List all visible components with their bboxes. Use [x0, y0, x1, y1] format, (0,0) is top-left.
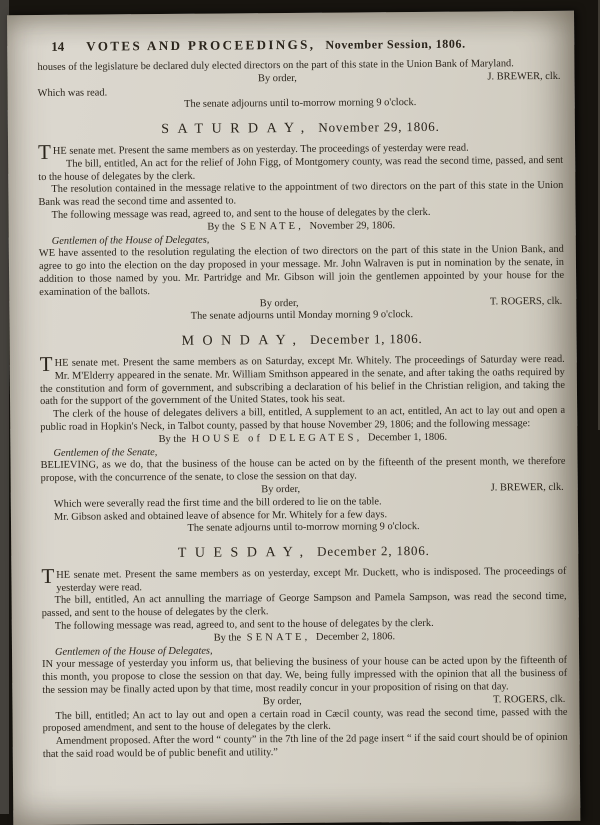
section-heading-tuesday — [41, 544, 566, 563]
salutation: Gentlemen of the House of Delegates, — [51, 234, 210, 247]
paragraph: The resolution contained in the message relative to the appointment of two directors on the part of this state in the Union Bank was read the second time and assented to. — [38, 180, 564, 209]
paragraph: The following message was read, agreed to, and sent to the house of delegates by the clerk. — [54, 617, 434, 632]
paragraph: The clerk of the house of delegates delivers a bill, entitled, A supplement to an act, entitled, An act to lay out and open a public road in Hopkin's Neck, in Talbot county, passed by that house November 29, 1806; and the following message: — [40, 404, 566, 433]
paragraph: THE senate met. Present the same members as on Saturday, except Mr. Whitely. The proceedings of Saturday were read. Mr. M'Elderry appeared in the senate. Mr. William Smithson appeared in the senate, and after taking the oaths required by the constitution and form of government, and subscribing a declaration of his belief in the Christian religion, and taking the oath for the support of the government of the United States, took his seat. — [39, 351, 565, 408]
paragraph: The bill, entitled, An act for the relief of John Figg, of Montgomery county, was read the second time, passed, and sent to the house of delegates by the clerk. — [38, 154, 564, 183]
adjournment-line: The senate adjourns until Monday morning 9 o'clock. — [190, 309, 414, 323]
paragraph: Which were severally read the first time and the bill ordered to lie on the table. — [53, 496, 382, 510]
day-date: November 29, 1806. — [318, 119, 440, 135]
by-order-label: By order, — [259, 297, 299, 309]
paragraph: THE senate met. Present the same members as on yesterday. The proceedings of yesterday were read. — [37, 139, 469, 164]
paragraph-which-was-read: Which was read. — [37, 87, 108, 99]
by-order-label: By order, — [262, 695, 302, 708]
salutation: Gentlemen of the Senate, — [53, 446, 158, 459]
page-header — [51, 35, 562, 55]
journal-title: VOTES AND PROCEEDINGS, — [86, 36, 316, 54]
day-name: TUESDAY, — [177, 544, 312, 561]
by-order-label: By order, — [261, 483, 301, 496]
paragraph: The bill, entitled; An act to lay out and open a certain road in Cæcil county, was read the second time, passed with the proposed amendment, and sent to the house of delegates by the clerk. — [42, 706, 568, 735]
clerk-signature: J. BREWER, clk. — [490, 481, 564, 494]
clerk-signature: T. ROGERS, clk. — [489, 295, 563, 307]
salutation: Gentlemen of the House of Delegates, — [54, 645, 213, 658]
byline-body: SENATE, — [240, 220, 305, 233]
day-date: December 2, 1806. — [317, 543, 430, 559]
adjournment-line: The senate adjourns until to-morrow morning 9 o'clock. — [187, 521, 420, 535]
clerk-signature: J. BREWER, clk. — [487, 70, 561, 83]
day-name: SATURDAY, — [161, 121, 313, 138]
paragraph: The following message was read, agreed to, and sent to the house of delegates by the clerk. — [51, 206, 431, 221]
section-heading-monday — [40, 332, 565, 351]
paragraph-message: WE have assented to the resolution regulating the election of two directors on the part of this state in the Union Bank, and agree to go into the election on the day proposed in your message. Mr. John Walraven is put in nomination by the senate, in addition to those named by you. Mr. Partridge and Mr. Gibson will join the gentlemen appointed by your house for the examination of the ballots. — [38, 244, 565, 298]
day-name: MONDAY, — [181, 333, 305, 350]
adjournment-line: The senate adjourns until to-morrow morning 9 o'clock. — [184, 97, 417, 111]
paragraph: Amendment proposed. After the word “ county” in the 7th line of the 2d page insert “ if the said court should be of opinion that the said road would be of public benefit and utility.” — [42, 732, 568, 761]
paragraph-message: BELIEVING, as we do, that the business of the house can be acted on by the fifteenth of the present month, we therefore propose, with the concurrence of the senate, to close the session on that day. — [40, 456, 566, 485]
paragraph: The bill, entitled, An act annulling the marriage of George Sampson and Pamela Sampson, was read the second time, passed, and sent to the house of delegates by the clerk. — [41, 591, 567, 620]
by-order-label: By order, — [257, 72, 297, 85]
byline-body: SENATE, — [246, 631, 311, 644]
day-date: December 1, 1806. — [310, 331, 423, 347]
byline-date: November 29, 1806. — [309, 219, 396, 232]
session-title: November Session, 1806. — [325, 36, 466, 52]
clerk-signature: T. ROGERS, clk. — [493, 693, 566, 706]
byline-date: December 1, 1806. — [367, 431, 448, 444]
page-body — [37, 58, 567, 762]
byline-date: December 2, 1806. — [315, 631, 396, 643]
page-number: 14 — [51, 38, 65, 54]
paragraph-message: IN your message of yesterday you inform us, that believing the business of your house can be acted upon by the fifteenth of this month, you propose to close the session on that day. We, being fully impressed with the opinion that all the business of the session may be finally acted upon by that time, most readily concur in your proposition of rising on that day. — [42, 655, 568, 697]
scanned-page — [7, 11, 580, 825]
section-heading-saturday — [38, 120, 563, 139]
byline-body: HOUSE of DELEGATES, — [191, 432, 363, 445]
byline-prefix: By the — [207, 221, 235, 233]
byline-prefix: By the — [213, 632, 242, 644]
paragraph: THE senate met. Present the same members as on yesterday, except Mr. Duckett, who is indisposed. The proceedings of yesterday were read. — [41, 563, 567, 594]
paragraph: Mr. Gibson asked and obtained leave of absence for Mr. Whitely for a few days. — [53, 508, 388, 523]
paragraph-continuation: houses of the legislature be declared duly elected directors on the part of this state in the Union Bank of Maryland. — [37, 58, 514, 73]
byline-prefix: By the — [158, 433, 187, 445]
